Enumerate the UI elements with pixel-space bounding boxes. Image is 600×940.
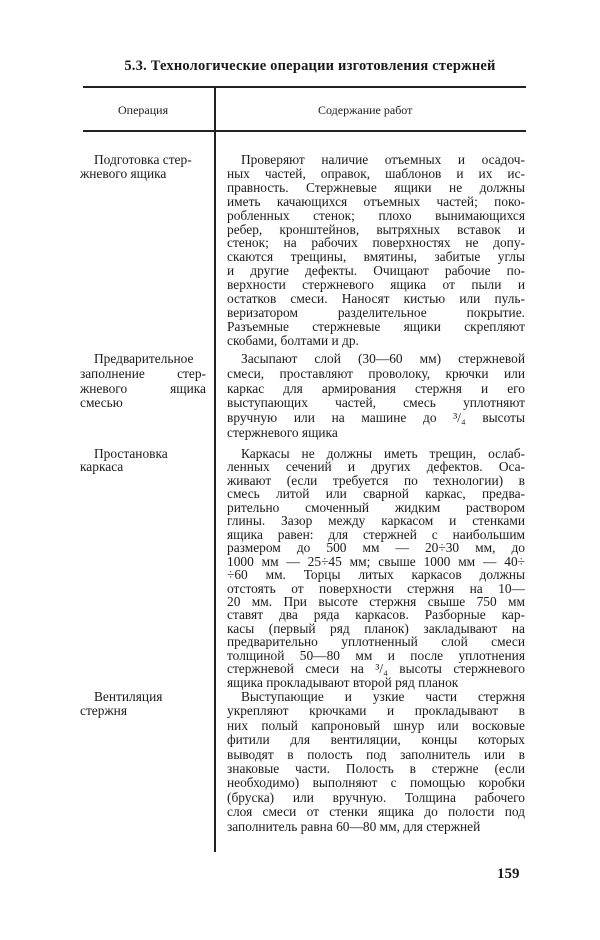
content-line: предварительно уплотненный слой смеси [227, 634, 525, 650]
content-line: ных частей, оправок, шаблонов и их ис- [227, 165, 525, 181]
content-line: 20 мм. При высоте стержня свыше 750 мм [227, 593, 525, 609]
content-line: слоя смеси от стенки ящика до полости под [227, 804, 525, 820]
table-top-rule [83, 86, 526, 88]
content-line: размером до 500 мм — 20÷30 мм, до [227, 540, 525, 556]
operation-line: Вентиляция [94, 689, 163, 704]
operation-cell [80, 447, 206, 474]
content-line: толщиной 50—80 мм и после уплотнения [227, 647, 525, 663]
operation-line: Простановка [94, 446, 168, 461]
header-bottom-rule [83, 130, 526, 132]
content-cell [227, 447, 525, 689]
operation-line: заполнение стер- [80, 365, 206, 381]
content-line: Засыпают слой (30—60 мм) стержневой [241, 351, 525, 366]
content-line: знаковые части. Полость в стержне (если [227, 761, 525, 777]
content-line: касы (первый ряд планок) закладывают на [227, 620, 525, 636]
content-line: ящика прокладывают второй ряд планок [227, 674, 459, 690]
column-header-operation: Операция [118, 103, 169, 117]
content-line: правность. Стержневые ящики не должны [227, 179, 525, 195]
content-line: отстоять от поверхности стержня на 10— [227, 580, 525, 596]
content-line: выступающих частей, смесь уплотняют [227, 395, 525, 411]
content-line: Проверяют наличие отъемных и осадоч- [241, 152, 525, 167]
content-line: рительно смоченный жидким раствором [227, 499, 525, 515]
content-line: скобами, болтами и др. [227, 332, 359, 348]
content-line: Выступающие и узкие части стержня [241, 689, 525, 704]
content-line: Разъемные стержневые ящики скрепляют [227, 318, 525, 334]
content-line: них полый капроновый шнур или восковые [227, 717, 525, 733]
content-line: и другие дефекты. Очищают рабочие по- [227, 263, 525, 279]
content-cell [227, 153, 525, 348]
operation-cell [80, 690, 206, 719]
content-line: иметь качающихся отъемных частей; поко- [227, 193, 525, 209]
operation-line: Предварительное [94, 351, 194, 366]
content-line: скаются трещины, вмятины, забитые углы [227, 249, 525, 265]
content-line: ящика равен: для стержней с наибольшим [227, 526, 525, 542]
content-line: каркас для армирования стержня и его [227, 380, 525, 396]
content-cell [227, 690, 525, 834]
content-line: необходимо) выполняют с помощью коробки [227, 775, 525, 791]
content-line: 1000 мм — 25÷45 мм; свыше 1000 мм — 40÷ [227, 553, 525, 569]
content-line: стержневой смеси на ³/₄ высоты стержневого [227, 661, 525, 677]
content-line: ставят два ряда каркасов. Разборные кар- [227, 607, 525, 623]
content-line: веризатором разделительное покрытие. [227, 304, 525, 320]
table-title: 5.3. Технологические операции изготовления стержней [124, 58, 496, 74]
content-line: Каркасы не должны иметь трещин, ослаб- [241, 446, 525, 461]
content-line: заполнитель равна 60—80 мм, для стержней [227, 818, 481, 834]
content-line: остатков смеси. Наносят кистью или пуль- [227, 291, 525, 307]
content-line: вручную или на машине до ³/₄ высоты [227, 410, 525, 426]
content-line: стержневого ящика [227, 424, 338, 440]
content-cell [227, 352, 525, 441]
operation-line: Подготовка стер- [94, 152, 192, 167]
column-divider [214, 87, 216, 852]
content-line: (бруска) или вручную. Толщина рабочего [227, 789, 525, 805]
content-line: живают (если требуется по технологии) в [227, 472, 525, 488]
content-line: ребер, кронштейнов, вытряхных вставок и [227, 221, 525, 237]
content-line: ленных сечений и других дефектов. Оса- [227, 459, 525, 475]
content-line: смеси, проставляют проволоку, крючки или [227, 365, 525, 381]
page-number: 159 [497, 866, 520, 882]
content-line: робленных стенок; плохо вынимающихся [227, 207, 525, 223]
content-line: ÷60 мм. Торцы литых каркасов должны [227, 567, 525, 583]
operation-line: каркаса [80, 459, 124, 475]
operation-line: жневого ящика [80, 380, 206, 396]
operation-cell [80, 153, 206, 181]
content-line: смесь литой или сварной каркас, предва- [227, 486, 525, 502]
operation-line: стержня [80, 703, 128, 719]
operation-line: жневого ящика [80, 165, 167, 181]
content-line: выводят в полость под заполнитель или в [227, 746, 525, 762]
operation-cell [80, 352, 206, 411]
content-line: глины. Зазор между каркасом и стенками [227, 513, 525, 529]
operation-line: смесью [80, 395, 123, 411]
content-line: стенок; на рабочих поверхностях не допу- [227, 235, 525, 251]
content-line: фитили для вентиляции, концы которых [227, 732, 525, 748]
content-line: верхности стержневого ящика от пыли и [227, 277, 525, 293]
content-line: укрепляют крючками и прокладывают в [227, 703, 525, 719]
column-header-content: Содержание работ [318, 103, 413, 117]
